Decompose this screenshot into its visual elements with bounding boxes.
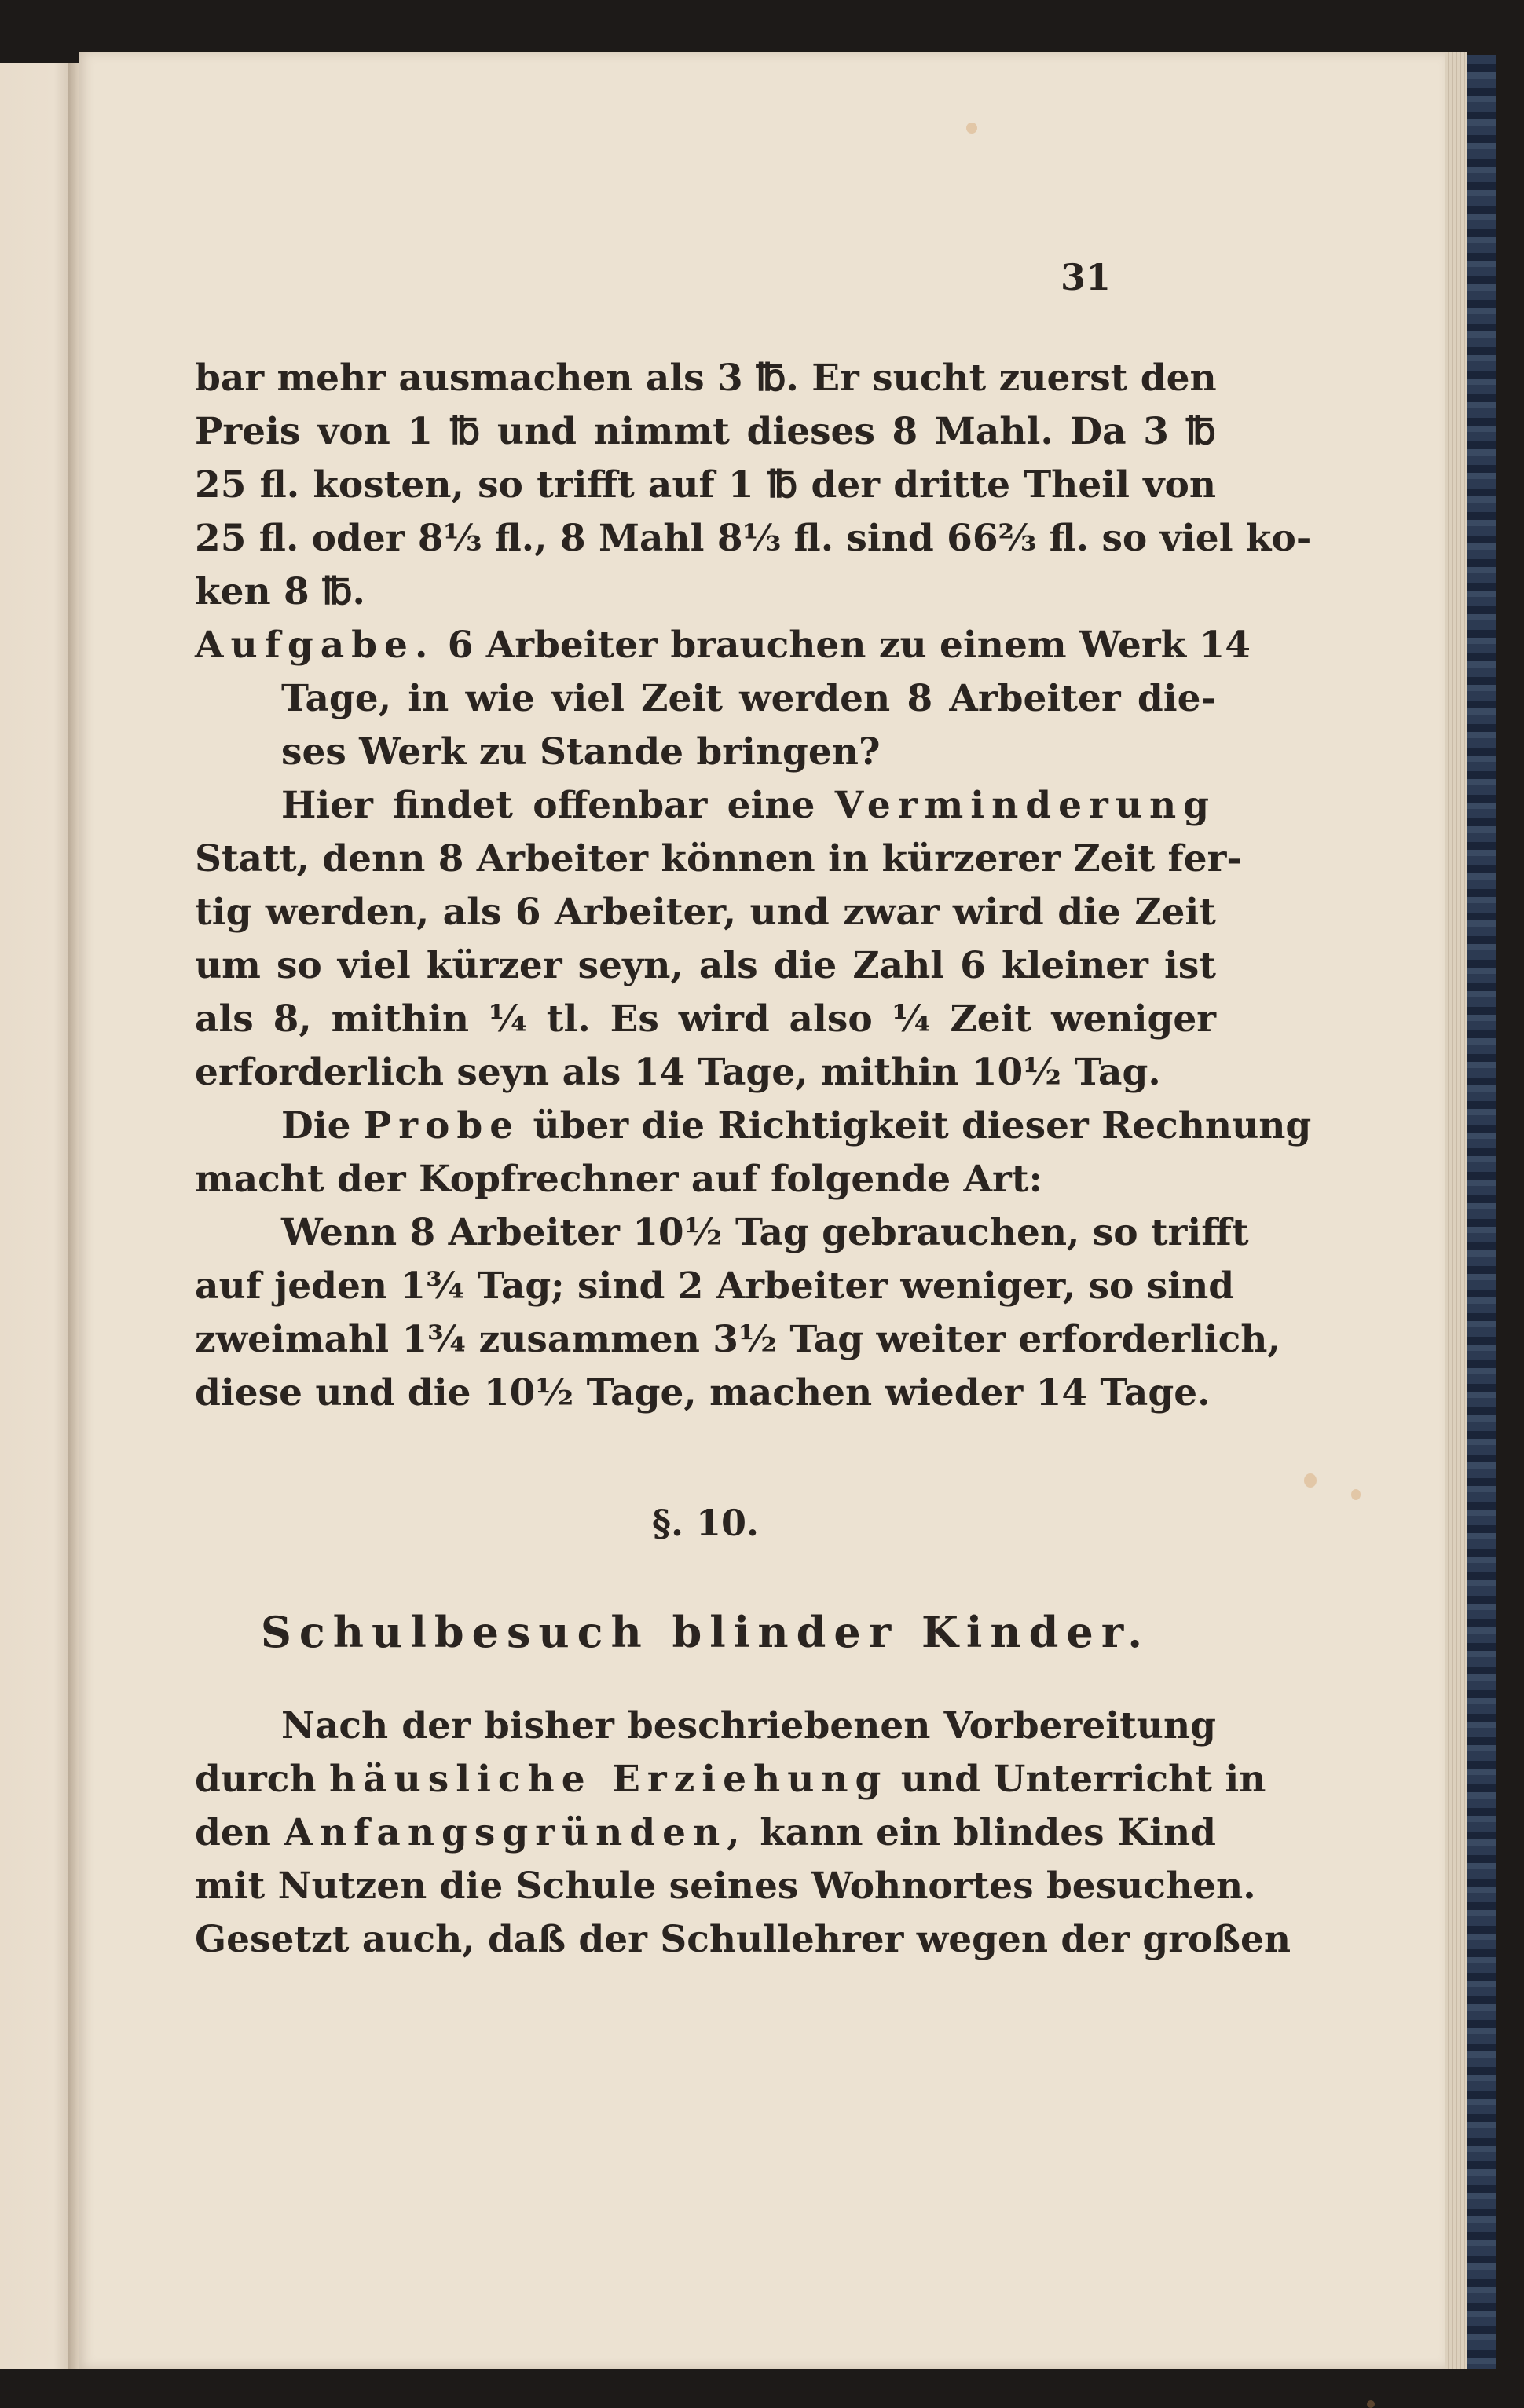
emphasis-text: Probe bbox=[363, 1104, 521, 1147]
text-line: mit Nutzen die Schule seines Wohnortes besuchen. bbox=[195, 1865, 1256, 1908]
text-line: ses Werk zu Stande bringen? bbox=[281, 730, 881, 774]
text-line bbox=[195, 779, 1216, 833]
lead-text: den bbox=[195, 1811, 271, 1854]
text-line: Gesetzt auch, daß der Schullehrer wegen der großen bbox=[195, 1918, 1291, 1961]
lead-text: Hier findet offenbar eine bbox=[281, 784, 815, 827]
paper-stain bbox=[966, 123, 977, 134]
emphasis-text: Anfangsgründen, bbox=[284, 1811, 747, 1854]
text-line: erforderlich seyn als 14 Tage, mithin 10½ Tag. bbox=[195, 1051, 1161, 1094]
paragraph-4 bbox=[195, 1206, 1280, 1420]
rest-text: über die Richtigkeit dieser Rechnung bbox=[533, 1104, 1312, 1147]
paper-stain bbox=[1367, 2400, 1375, 2408]
text-line: 25 fl. oder 8⅓ fl., 8 Mahl 8⅓ fl. sind 66⅔ fl. so viel ko- bbox=[195, 517, 1312, 560]
text-line: 25 fl. kosten, so trifft auf 1 ℔ der dritte Theil von bbox=[195, 463, 1216, 507]
text-line: tig werden, als 6 Arbeiter, und zwar wird die Zeit bbox=[195, 891, 1216, 934]
text-line bbox=[195, 1753, 1266, 1806]
text-line: diese und die 10½ Tage, machen wieder 14 Tage. bbox=[195, 1371, 1211, 1414]
task-paragraph bbox=[195, 619, 1251, 779]
text-line: bar mehr ausmachen als 3 ℔. Er sucht zuerst den bbox=[195, 357, 1217, 400]
task-label: Aufgabe. bbox=[195, 624, 435, 667]
text-line: macht der Kopfrechner auf folgende Art: bbox=[195, 1158, 1042, 1201]
left-page-edge bbox=[0, 63, 77, 2369]
section-title: Schulbesuch blinder Kinder. bbox=[260, 1607, 1151, 1657]
section-number: §. 10. bbox=[651, 1502, 760, 1544]
text-line: Nach der bisher beschriebenen Vorbereitung bbox=[281, 1704, 1216, 1747]
text-line bbox=[195, 1100, 1312, 1153]
text-line bbox=[195, 619, 1251, 672]
page-number: 31 bbox=[1061, 256, 1112, 298]
text-line: um so viel kürzer seyn, als die Zahl 6 kleiner ist bbox=[195, 944, 1216, 987]
text-line: zweimahl 1¾ zusammen 3½ Tag weiter erforderlich, bbox=[195, 1318, 1280, 1361]
paragraph-2 bbox=[195, 779, 1242, 1100]
page-stack-edge bbox=[1445, 52, 1467, 2369]
paragraph-1 bbox=[195, 352, 1312, 619]
paragraph-3 bbox=[195, 1100, 1312, 1206]
text-line: ken 8 ℔. bbox=[195, 570, 365, 613]
rest-text: und Unterricht in bbox=[900, 1758, 1266, 1801]
page bbox=[79, 52, 1445, 2369]
text-line: Tage, in wie viel Zeit werden 8 Arbeiter die- bbox=[281, 677, 1216, 720]
emphasis-text: Verminderung bbox=[834, 784, 1216, 827]
text-line: Preis von 1 ℔ und nimmt dieses 8 Mahl. Da 3 ℔ bbox=[195, 410, 1216, 453]
paper-stain bbox=[1304, 1473, 1317, 1488]
paper-stain bbox=[1351, 1489, 1361, 1500]
text-line bbox=[195, 1806, 1216, 1860]
text-line: als 8, mithin ¼ tl. Es wird also ¼ Zeit weniger bbox=[195, 997, 1216, 1041]
rest-text: kann ein blindes Kind bbox=[760, 1811, 1216, 1854]
task-text: 6 Arbeiter brauchen zu einem Werk 14 bbox=[447, 624, 1251, 667]
text-line: Statt, denn 8 Arbeiter können in kürzerer Zeit fer- bbox=[195, 837, 1242, 880]
text-line: auf jeden 1¾ Tag; sind 2 Arbeiter weniger, so sind bbox=[195, 1264, 1235, 1308]
paragraph-5 bbox=[195, 1700, 1291, 1967]
emphasis-text: häusliche Erziehung bbox=[328, 1758, 888, 1801]
text-line: Wenn 8 Arbeiter 10½ Tag gebrauchen, so trifft bbox=[281, 1211, 1249, 1254]
book-cover-edge bbox=[1467, 55, 1496, 2369]
lead-text: Die bbox=[281, 1104, 351, 1147]
lead-text: durch bbox=[195, 1758, 317, 1801]
